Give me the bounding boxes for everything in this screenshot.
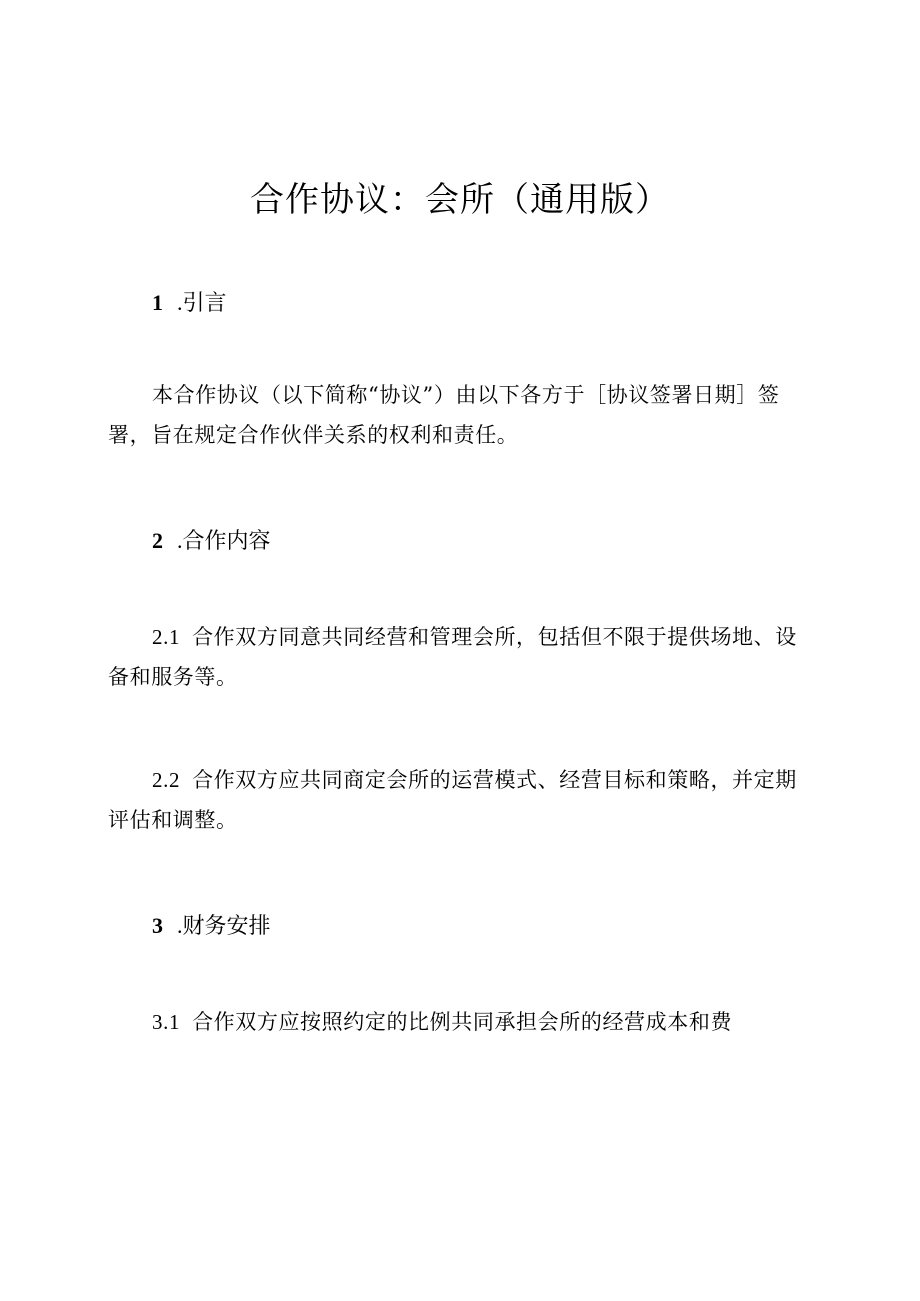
section-heading-3: [152, 911, 271, 942]
section-dot: .: [177, 290, 183, 315]
section-dot: .: [177, 528, 183, 553]
paragraph-line: 评估和调整。: [108, 808, 238, 832]
section-title: 合作内容: [182, 529, 271, 554]
clause-text: 合作双方同意共同经营和管理会所，包括但不限于提供场地、设: [192, 625, 797, 649]
section-heading-1: [152, 288, 227, 319]
clause-text: 合作双方应共同商定会所的运营模式、经营目标和策略，并定期: [192, 768, 797, 792]
section-dot: .: [177, 913, 183, 938]
paragraph-line: 本合作协议（以下简称“协议”）由以下各方于［协议签署日期］签: [152, 383, 780, 407]
section-number: 2: [152, 528, 163, 553]
section-title: 财务安排: [182, 914, 271, 939]
clause-text: 合作双方应按照约定的比例共同承担会所的经营成本和费: [192, 1010, 733, 1034]
section-number: 1: [152, 290, 163, 315]
paragraph-line: [108, 617, 808, 657]
paragraph-3-1: [108, 1002, 808, 1042]
document-title: 合作协议：会所（通用版）: [250, 180, 670, 220]
paragraph-line: [108, 760, 808, 800]
paragraph-2-1: [108, 617, 808, 697]
paragraph-line: 署，旨在规定合作伙伴关系的权利和责任。: [108, 423, 519, 447]
clause-number: 3.1: [152, 1010, 181, 1034]
paragraph-2-2: [108, 760, 808, 840]
section-title: 引言: [182, 291, 227, 316]
paragraph-line: [108, 1002, 808, 1042]
paragraph-1: [108, 375, 808, 455]
clause-number: 2.2: [152, 768, 181, 792]
clause-number: 2.1: [152, 625, 181, 649]
section-heading-2: [152, 526, 271, 557]
section-number: 3: [152, 913, 163, 938]
paragraph-line: 备和服务等。: [108, 665, 238, 689]
